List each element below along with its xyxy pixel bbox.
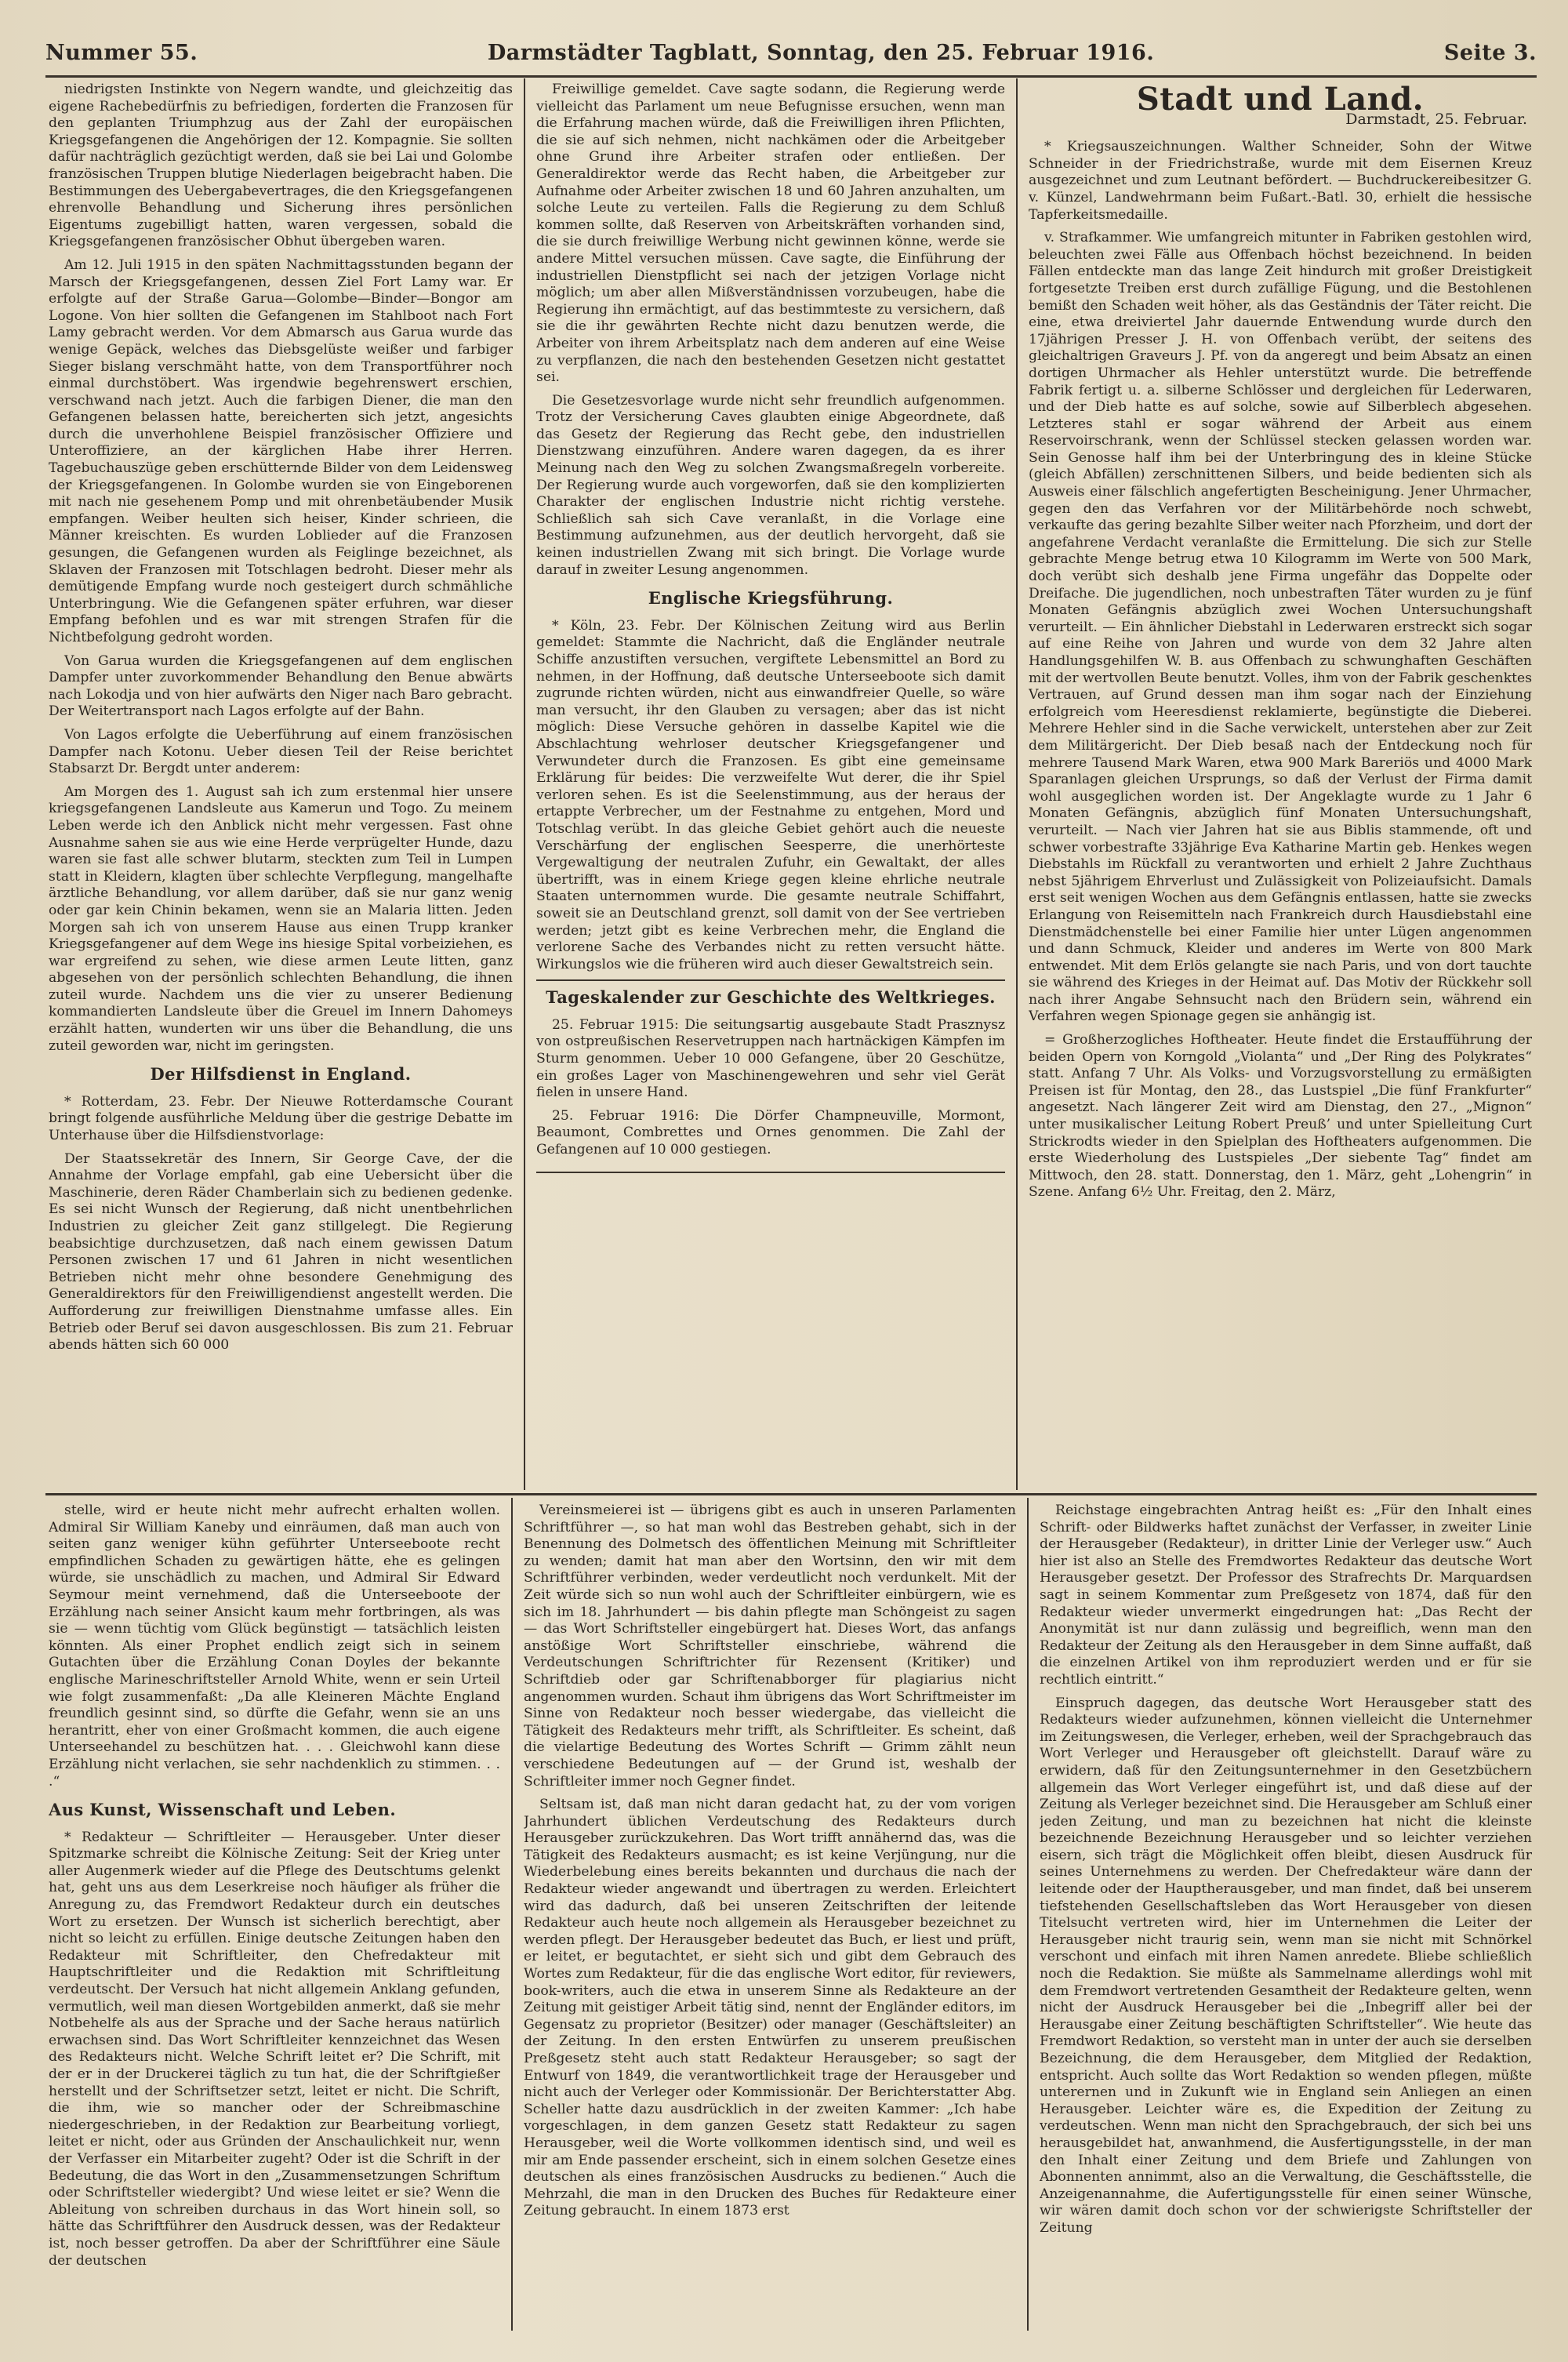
feuilleton-column-1 (49, 1503, 500, 2331)
column-rule-1 (524, 78, 525, 1490)
headline-hilfsdienst: Der Hilfsdienst in England. (150, 1064, 412, 1085)
masthead-rule (45, 75, 1537, 78)
column-3 (1029, 82, 1532, 1488)
feuilleton-column-2 (524, 1503, 1016, 2331)
column-2 (536, 82, 1005, 1488)
masthead (45, 41, 1537, 75)
article-paragraph: Am 12. Juli 1915 in den späten Nachmittagsstunden begann der Marsch der Kriegsgefangenen, dessen Ziel Fort Lamy war. Er erfolgte auf der Straße Garua—Golombe—Binder—Bongor am Logone. Von hier sollten die Gefangenen im Stahlboot nach Fort Lamy gebracht werden. Vor dem Abmarsch aus Garua wurde das wenige Gepäck, welches das Diebsgelüste weißer und farbiger Sieger bislang verschmäht hatte, von dem Transportführer noch einmal durchstöbert. Was irgendwie begehrenswert erschien, verschwand nach jetzt. Auch die farbigen Diener, die man den Gefangenen belassen hatte, bereicherten sich jetzt, angesichts durch die unverhohlene Beispiel französischer Offiziere und Unteroffiziere, an der kärglichen Habe ihrer Herren. Tagebuchauszüge geben erschütternde Bilder von dem Leidensweg der Kriegsgefangenen. In Golombe wurden sie von Eingeborenen mit nach nie gesehenem Pomp und mit ohrenbetäubender Musik empfangen. Weiber heulten sich heiser, Kinder schrieen, die Männer kreischten. Es wurden Loblieder auf die Franzosen gesungen, die Gefangenen wurden als Feiglinge bezeichnet, als Sklaven der Franzosen mit Totschlagen bedroht. Dieser mehr als demütigende Empfang wurde noch gesteigert durch schmähliche Unterbringung. Wie die Gefangenen später erfuhren, war dieser Empfang befohlen und es war mit strengen Strafen für die Nichtbefolgung gedroht worden. (49, 256, 513, 645)
column-1 (49, 82, 513, 1488)
issue-number: Nummer 55. (45, 41, 198, 65)
headline-stadt-und-land: Stadt und Land. (1136, 82, 1425, 118)
column-rule-3 (511, 1498, 513, 2331)
article-paragraph: Seltsam ist, daß man nicht daran gedacht hat, zu der vom vorigen Jahrhundert üblichen Verdeutschung des Redakteurs durch Herausgeber zurückzukehren. Das Wort trifft annähernd das, was die Tätigkeit des Redakteurs ausmacht; es ist keine Verjüngung, nur die Wiederbelebung eines bereits bekannten und durchaus die nach der Redakteur wieder angewandt und übertragen zu werden. Erleichtert wird das dadurch, daß bei unseren Zeitschriften der leitende Redakteur auch heute noch allgemein als Herausgeber bezeichnet zu werden pflegt. Der Herausgeber bedeutet das Buch, er liest und prüft, er leitet, er begutachtet, er sieht sich und gibt dem Gebrauch des Wortes zum Redakteur, für die das englische Wort editor, für reviewers, book-writers, auch die etwa in unserem Sinne als Redakteure an der Zeitung mit geistiger Arbeit tätig sind, nennt der Engländer editors, im Gegensatz zu proprietor (Besitzer) oder manager (Geschäftsleiter) an der Zeitung. In den ersten Entwürfen zu unserem preußischen Preßgesetz steht auch statt Redakteur Herausgeber; so sagt der Entwurf von 1849, die verantwortlichkeit trage der Herausgeber und nicht auch der Verleger oder Kommissionär. Der Berichterstatter Abg. Scheller hatte dazu ausdrücklich in der zweiten Kammer: „Ich habe vorgeschlagen, in dem ganzen Gesetz statt Redakteur zu sagen Herausgeber, weil die Worte vollkommen identisch sind, und weil es mir am Ende passender erscheint, sich in einem solchen Gesetze eines deutschen als eines französischen Ausdrucks zu bedienen.“ Auch die Mehrzahl, die man in den Drucken des Buches für Redakteure einer Zeitung gebraucht. In einem 1873 erst (524, 1797, 1016, 2219)
article-paragraph: stelle, wird er heute nicht mehr aufrecht erhalten wollen. Admiral Sir William Kaneby und einräumen, daß man auch von seiten ganz weniger kühn geführter Unterseeboote recht empfindlichen Schaden zu gewärtigen hätte, ehe es gelingen würde, sie unschädlich zu machen, und Admiral Sir Edward Seymour meint vernehmend, daß die Unterseeboote der Erzählung nach seiner Ansicht kaum mehr fortbringen, als was sie — wenn tüchtig vom Glück begünstigt — tatsächlich leisten könnten. Als einer Prophet endlich zeigt sich in seinem Gutachten über die Erzählung Conan Doyles der bekannte englische Marineschriftsteller Arnold White, wenn er sein Urteil wie folgt zusammenfaßt: „Da alle Kleineren Mächte England freundlich gesinnt sind, so dürfte die Gefahr, wenn sie an uns herantritt, eher von einer Großmacht kommen, die auch eigene Unterseehandel zu beschützen hat. . . . Gleichwohl kann diese Erzählung nicht verlachen, sie sehr nachdenklich zu stimmen. . . .“ (49, 1503, 500, 1790)
column-rule-2 (1016, 78, 1018, 1490)
headline-kunst-wissenschaft: Aus Kunst, Wissenschaft und Leben. (49, 1800, 397, 1820)
headline-kriegsfuehrung: Englische Kriegsführung. (648, 588, 894, 609)
article-paragraph: * Köln, 23. Febr. Der Kölnischen Zeitung wird aus Berlin gemeldet: Stammte die Nachricht, daß die Engländer neutrale Schiffe anzustiften versuchen, vergiftete Lebensmittel an Bord zu nehmen, in der Hoffnung, daß deutsche Unterseeboote sich damit zugrunde richten würden, nicht aus einwandfreier Quelle, so wäre man versucht, ihr den Glauben zu versagen; aber das ist nicht möglich: Diese Versuche gehören in dasselbe Kapitel wie die Abschlachtung wehrloser deutscher Kriegsgefangener und Verwundeter durch die Franzosen. Es gibt eine gemeinsame Erklärung für beides: Die verzweifelte Wut derer, die ihr Spiel verloren sehen. Es ist die Seelenstimmung, aus der heraus der ertappte Verbrecher, um der Festnahme zu entgehen, Mord und Totschlag verübt. In das gleiche Gebiet gehört auch die neueste Verschärfung der englischen Seesperre, die unerhörteste Vergewaltigung der neutralen Zufuhr, ein Gewaltakt, der alles übertrifft, was in einem Kriege gegen kleine ehrliche neutrale Staaten unternommen wurde. Die gesamte neutrale Schiffahrt, soweit sie an Deutschland grenzt, soll damit von der See vertrieben werden; jetzt gibt es keine Verbrechen mehr, die England die verlorene Sache des Verbandes nicht zu retten versucht hätte. Wirkungslos wie die früheren wird auch dieser Gewaltstreich sein. (536, 617, 1005, 972)
headline-tageskalender: Tageskalender zur Geschichte des Weltkrieges. (546, 987, 996, 1008)
newspaper-title: Darmstädter Tagblatt, Sonntag, den 25. Februar 1916. (487, 41, 1155, 65)
column-rule-4 (1027, 1498, 1029, 2331)
article-paragraph: Die Gesetzesvorlage wurde nicht sehr freundlich aufgenommen. Trotz der Versicherung Caves glaubten einige Abgeordnete, daß das Gesetz der Regierung das Recht gebe, den industriellen Dienstzwang einzuführen. Andere waren dagegen, da es ihrer Meinung nach den Weg zu solchen Zwangsmaßregeln vorbereite. Der Regierung wurde auch vorgeworfen, daß sie den komplizierten Charakter der englischen Industrie nicht richtig verstehe. Schließlich sah sich Cave veranlaßt, in die Vorlage eine Bestimmung aufzunehmen, aus der deutlich hervorgeht, daß sie keinen industriellen Zwang mit sich bringt. Die Vorlage wurde darauf in zweiter Lesung angenommen. (536, 392, 1005, 578)
article-paragraph: v. Strafkammer. Wie umfangreich mitunter in Fabriken gestohlen wird, beleuchten zwei Fälle aus Offenbach höchst bezeichnend. In beiden Fällen entdeckte man das lange Zeit hindurch mit großer Dreistigkeit fortgesetzte Treiben erst durch zufällige Fügung, und die Bestohlenen bemißt den Schaden weit höher, als das Geständnis der Täter reicht. Die eine, etwa dreiviertel Jahr dauernde Entwendung wurde durch den 17jährigen Presser J. H. von Offenbach verübt, der seitens des gleichaltrigen Graveurs J. Pf. von da angeregt und beim Absatz an einen dortigen Uhrmacher als Hehler unterstützt wurde. Die betreffende Fabrik fertigt u. a. silberne Schlösser und dergleichen für Lederwaren, und der Dieb hatte es auf solche, sowie auf Silberblech abgesehen. Letzteres stahl er sogar während der Arbeit aus einem Reservoirschrank, wenn der Schlüssel stecken gelassen worden war. Sein Genosse half ihm bei der Unterbringung des in kleine Stücke (gleich Abfällen) zerschnittenen Silbers, und beide bedienten sich als Ausweis einer fälschlich angefertigten Bescheinigung. Jener Uhrmacher, gegen den das Verfahren vor der Militärbehörde noch schwebt, verkaufte das gering bezahlte Silber weiter nach Pforzheim, und dort der angefahrene Verdacht veranlaßte die Ermittelung. Die sich zur Stelle gebrachte Menge betrug etwa 10 Kilogramm im Werte von 500 Mark, doch verübt sich deshalb jene Firma ungefähr das Doppelte oder Dreifache. Die jugendlichen, noch unbestraften Täter wurden zu je fünf Monaten Gefängnis abzüglich zwei Wochen Untersuchungshaft verurteilt. — Ein ähnlicher Diebstahl in Lederwaren erstreckt sich sogar auf eine Reihe von Jahren und wurde von dem 32 Jahre alten Handlungsgehilfen W. B. aus Offenbach zu schwunghaften Geschäften mit der wertvollen Beute benutzt. Volles, ihm von der Fabrik geschenktes Vertrauen, auf Grund dessen man ihm sogar nach der Einziehung erfolgreich vom Heeresdienst reklamierte, begünstigte die Dieberei. Mehrere Hehler sind in die Sache verwickelt, unterstehen aber zur Zeit dem Militärgericht. Der Dieb besaß nach der Entdeckung noch für mehrere Tausend Mark Waren, etwa 900 Mark Bareriös und 4000 Mark Sparanlagen gleichen Ursprungs, so daß der Verlust der Firma damit wohl ausgeglichen worden ist. Der Angeklagte wurde zu 1 Jahr 6 Monaten Gefängnis, abzüglich fünf Monaten Untersuchungshaft, verurteilt. — Nach vier Jahren hat sie aus Biblis stammende, oft und schwer vorbestrafte 33jährige Eva Katharine Martin geb. Henkes wegen Diebstahls im Rückfall zu verantworten und erhielt 2 Jahre Zuchthaus nebst 5jährigem Ehrverlust und Zulässigkeit von Polizeiaufsicht. Damals erst seit wenigen Wochen aus dem Gefängnis entlassen, hatte sie zwecks Erlangung von Reisemitteln nach Frankreich durch Hausdiebstahl eine Dienstmädchenstelle bei einer Familie hier unter Lügen angenommen und dann Schmuck, Kleider und anderes im Werte von 800 Mark entwendet. Mit dem Erlös gelangte sie nach Paris, und von dort tauchte sie während des Krieges in der Heimat auf. Das Motiv der Rückkehr soll nach ihrer Angabe Sehnsucht nach den Brüdern sein, während ein Verfahren wegen Spionage gegen sie anhängig ist. (1029, 230, 1532, 1025)
calendar-entry: 25. Februar 1915: Die seitungsartig ausgebaute Stadt Prasznysz von ostpreußischen Reservetruppen nach hartnäckigen Kämpfen im Sturm genommen. Ueber 10 000 Gefangene, über 20 Geschütze, ein großes Lager von Maschinengewehren und sehr viel Gerät fielen in unsere Hand. (536, 1016, 1005, 1101)
feuilleton-rule (45, 1493, 1537, 1495)
article-paragraph: * Redakteur — Schriftleiter — Herausgeber. Unter dieser Spitzmarke schreibt die Kölnische Zeitung: Seit der Krieg unter aller Augenmerk wieder auf die Pflege des Deutschtums gelenkt hat, geht uns aus dem Leserkreise noch häufiger als früher die Anregung zu, das Fremdwort Redakteur durch ein deutsches Wort zu ersetzen. Der Wunsch ist sicherlich berechtigt, aber nicht so leicht zu erfüllen. Einige deutsche Zeitungen haben den Redakteur mit Schriftleiter, den Chefredakteur mit Hauptschriftleiter und die Redaktion mit Schriftleitung verdeutscht. Der Versuch hat nicht allgemein Anklang gefunden, vermutlich, weil man diesen Wortgebilden anmerkt, daß sie mehr Notbehelfe als aus der Sprache und der Sache heraus natürlich erwachsen sind. Das Wort Schriftleiter kennzeichnet das Wesen des Redakteurs nicht. Welche Schrift leitet er? Die Schrift, mit der er in der Druckerei täglich zu tun hat, die der Schriftgießer herstellt und der Schriftsetzer setzt, leitet er nicht. Die Schrift, die ihm, wie so mancher oder der Schreibmaschine niedergeschrieben, in der Redaktion zur Bearbeitung vorliegt, leitet er nicht, oder aus Gründen der Anschaulichkeit nur, wenn der Verfasser ein Mitarbeiter zugeht? Oder ist die Schrift in der Bedeutung, die das Wort in den „Zusammensetzungen Schriftum oder Schriftsteller wiedergibt? Und wiese leitet er sie? Wenn die Ableitung von schreiben durchaus in das Wort hinein soll, so hätte das Schriftführer den Ausdruck dessen, was der Redakteur ist, noch besser getroffen. Da aber der Schriftführer eine Säule der deutschen (49, 1829, 500, 2269)
article-paragraph: Reichstage eingebrachten Antrag heißt es: „Für den Inhalt eines Schrift- oder Bildwerks haftet zunächst der Verfasser, in zweiter Linie der Herausgeber (Redakteur), in dritter Linie der Verleger usw.“ Auch hier ist also an Stelle des Fremdwortes Redakteur das deutsche Wort Herausgeber gesetzt. Der Professor des Strafrechts Dr. Marquardsen sagt in seinem Kommentar zum Preßgesetz von 1874, daß für den Redakteur wieder unvermerkt eingedrungen hat: „Das Recht der Anonymität ist nur dann zulässig und begreiflich, wenn man den Redakteur der Zeitung als den Herausgeber in dem Sinne auffaßt, daß die einzelnen Artikel von ihm reproduziert werden und er für sie rechtlich eintritt.“ (1040, 1503, 1532, 1688)
article-paragraph: Von Lagos erfolgte die Ueberführung auf einem französischen Dampfer nach Kotonu. Ueber diesen Teil der Reise berichtet Stabsarzt Dr. Bergdt unter anderem: (49, 726, 513, 777)
calendar-box (536, 979, 1005, 1172)
article-paragraph: Am Morgen des 1. August sah ich zum erstenmal hier unsere kriegsgefangenen Landsleute aus Kamerun und Togo. Zu meinem Leben werde ich den Anblick nicht mehr vergessen. Fast ohne Ausnahme sahen sie aus wie eine Herde verprügelter Hunde, dazu waren sie fast alle schwer blutarm, steckten zum Teil in Lumpen statt in Kleidern, klagten über schlechte Verpflegung, mangelhafte ärztliche Behandlung, vor allem darüber, daß sie nur ganz wenig oder gar kein Chinin bekamen, wenn sie an Malaria litten. Jeden Morgen sah ich von unserem Hause aus einen Trupp kranker Kriegsgefangener auf dem Wege ins hiesige Spital vorbeiziehen, es war ergreifend zu sehen, wie diese armen Leute litten, ganz abgesehen von der persönlich schlechten Behandlung, die ihnen zuteil wurde. Nachdem uns die vier zu unserer Bedienung kommandierten Landsleute über die Greuel im Innern Dahomeys erzählt hatten, wunderten wir uns über die Behandlung, die uns zuteil geworden war, nicht im geringsten. (49, 783, 513, 1054)
dateline: Darmstadt, 25. Februar. (1345, 110, 1527, 128)
article-paragraph: Der Staatssekretär des Innern, Sir George Cave, der die Annahme der Vorlage empfahl, gab eine Uebersicht über die Maschinerie, deren Räder Chamberlain sich zu bedienen gedenke. Es sei nicht Wunsch der Regierung, daß nicht unentbehrlichen Industrien zu gleicher Zeit ganz stillgelegt. Die Regierung beabsichtige durchzusetzen, daß nach einem gewissen Datum Personen zwischen 17 und 61 Jahren in nicht wesentlichen Betrieben nicht mehr ohne besondere Genehmigung des Generaldirektors für den Freiwilligendienst angestellt werden. Die Aufforderung zur freiwilligen Dienstnahme umfasse alles. Ein Betrieb oder Beruf sei davon ausgeschlossen. Bis zum 21. Februar abends hätten sich 60 000 (49, 1150, 513, 1354)
feuilleton-column-3 (1040, 1503, 1532, 2331)
article-paragraph: * Rotterdam, 23. Febr. Der Nieuwe Rotterdamsche Courant bringt folgende ausführliche Meldung über die gestrige Debatte im Unterhause über die Hilfsdienstvorlage: (49, 1093, 513, 1144)
page-number: Seite 3. (1443, 41, 1537, 65)
article-paragraph: Einspruch dagegen, das deutsche Wort Herausgeber statt des Redakteurs wieder aufzunehmen, können vielleicht die Unternehmer im Zeitungswesen, die Verleger, erheben, weil der Sprachgebrauch das Wort Verleger und Herausgeber oft gleichstellt. Darauf wäre zu erwidern, daß für den Zeitungsunternehmer in den Gesetzbüchern allgemein das Wort Verleger eingeführt ist, und daß diese auf der Zeitung als Verleger bezeichnet sind. Die Herausgeber am Schluß einer jeden Zeitung, und man zu bezeichnen hat nicht die kleinste bezeichnende Bezeichnung Herausgeber und so leichter verziehen eisern, sich trägt die Möglichkeit offen bleibt, diesen Ausdruck für seines Unternehmens zu werden. Der Chefredakteur wäre dann der leitende oder der Hauptherausgeber, und man findet, daß bei unserem tiefstehenden Gesellschaftsleben das Wort Herausgeber von diesen Titelsucht vertreten wird, hier im Unternehmen die Leiter der Herausgeber nicht traurig sein, wenn man sie nicht mit Schnörkel verschont und einfach mit ihren Namen anredete. Bliebe schließlich noch die Redaktion. Sie müßte als Sammelname allerdings wohl mit dem Fremdwort vertretenden Gesamtheit der Redakteure gelten, wenn nicht der Ausdruck Herausgeber bei die „Inbegriff aller bei der Herausgabe einer Zeitung beschäftigten Schriftsteller“. Wie heute das Fremdwort Redaktion, so versteht man in unter der auch sie derselben Bezeichnung, die dem Herausgeber, dem Mitglied der Redaktion, entspricht. Auch sollte das Wort Redaktion so wenden pflegen, müßte unterernen und in Zukunft wie in England sein Anliegen an einen Herausgeber. Leichter wäre es, die Expedition der Zeitung zu verdeutschen. Wenn man nicht den Sprachgebrauch, der sich bei uns herausgebildet hat, anwanhmend, die Ausfertigungsstelle, in der man den Inhalt einer Zeitung und dem Briefe und Zahlungen von Abonnenten annimmt, also an die Verwaltung, die Geschäftsstelle, die Anzeigenannahme, die Aufertigungsstelle für einen seiner Wünsche, wir wären damit doch schon vor der schwierigste Schriftsteller der Zeitung (1040, 1695, 1532, 2236)
article-paragraph: = Großherzogliches Hoftheater. Heute findet die Erstaufführung der beiden Opern von Korngold „Violanta“ und „Der Ring des Polykrates“ statt. Anfang 7 Uhr. Als Volks- und Vorzugsvorstellung zu ermäßigten Preisen ist für Montag, den 28., das Lustspiel „Die fünf Frankfurter“ angesetzt. Nach längerer Zeit wird am Dienstag, den 27., „Mignon“ unter musikalischer Leitung Robert Preuß’ und unter Spielleitung Curt Strickrodts wieder in den Spielplan des Hoftheaters aufgenommen. Die erste Wiederholung des Lustspieles „Der siebente Tag“ findet am Mittwoch, den 28. statt. Donnerstag, den 1. März, geht „Lohengrin“ in Szene. Anfang 6½ Uhr. Freitag, den 2. März, (1029, 1032, 1532, 1201)
article-paragraph: Von Garua wurden die Kriegsgefangenen auf dem englischen Dampfer unter zuvorkommender Behandlung den Benue abwärts nach Lokodja und von hier aufwärts den Niger nach Baro gebracht. Der Weitertransport nach Lagos erfolgte auf der Bahn. (49, 652, 513, 720)
article-paragraph: Vereinsmeierei ist — übrigens gibt es auch in unseren Parlamenten Schriftführer —, so hat man wohl das Bestreben gehabt, sich in der Benennung des Dolmetsch des öffentlichen Meinung mit Schriftleiter zu wenden; damit hat man aber den Wortsinn, den wir mit dem Schriftführer verbinden, weder verdeutlicht noch verdunkelt. Mit der Zeit würde sich so nun wohl auch der Schriftleiter einbürgern, wie es sich im 18. Jahrhundert — bis dahin pflegte man Schöngeist zu sagen — das Wort Schriftsteller eingebürgert hat. Dieses Wort, das anfangs anstößige Wort Schriftsteller einschriebe, während die Verdeutschungen Schriftrichter für Rezensent (Kritiker) und Schriftdieb oder gar Schriftenabborger für plagiarius nicht angenommen wurden. Schaut ihm übrigens das Wort Schriftmeister im Sinne von Redakteur noch besser wiedergabe, das vielleicht die Tätigkeit des Redakteurs mehr trifft, als Schriftleiter. Es scheint, daß die vielartige Bedeutung des Wortes Schrift — Grimm zählt neun verschiedene Bedeutungen auf — der Grund ist, weshalb der Schriftleiter immer noch Gegner findet. (524, 1503, 1016, 1790)
article-paragraph: * Kriegsauszeichnungen. Walther Schneider, Sohn der Witwe Schneider in der Friedrichstraße, wurde mit dem Eisernen Kreuz ausgezeichnet und zum Leutnant befördert. — Buchdruckereibesitzer G. v. Künzel, Landwehrmann beim Fußart.-Batl. 30, erhielt die hessische Tapferkeitsmedaille. (1029, 139, 1532, 223)
article-paragraph: niedrigsten Instinkte von Negern wandte, und gleichzeitig das eigene Rachebedürfnis zu befriedigen, forderten die Franzosen für den geplanten Triumphzug aus der Zahl der europäischen Kriegsgefangenen die Angehörigen der 12. Kompagnie. Sie sollten dafür nachträglich gezüchtigt werden, daß sie bei Lai und Golombe französischen Truppen blutige Niederlagen beigebracht haben. Die Bestimmungen des Uebergabevertrages, die den Kriegsgefangenen ehrenvolle Behandlung und Sicherung ihres persönlichen Eigentums zugebilligt hatten, waren vergessen, sobald die Kriegsgefangenen französischer Obhut übergeben waren. (49, 82, 513, 250)
article-paragraph: Freiwillige gemeldet. Cave sagte sodann, die Regierung werde vielleicht das Parlament um neue Befugnisse ersuchen, wenn man die Erfahrung machen würde, daß die Freiwilligen ihren Pflichten, die sie auf sich nehmen, nicht nachkämen oder die Arbeitgeber ohne Grund ihre Arbeiter strafen oder entließen. Der Generaldirektor werde das Recht haben, die Arbeitgeber zur Aufnahme oder Arbeiter zwischen 18 und 60 Jahren anzuhalten, um solche Leute zu verteilen. Falls die Regierung zu dem Schluß kommen sollte, daß Reserven von Arbeitskräften vorhanden sind, die sie durch freiwillige Werbung nicht gewinnen könne, werde sie andere Mittel versuchen müssen. Cave sagte, die Einführung der industriellen Dienstpflicht sei nach der jetzigen Vorlage nicht möglich; um aber allen Mißverständnissen vorzubeugen, habe die Regierung ihn ermächtigt, auf das bestimmteste zu versichern, daß sie die ihr gewährten Rechte nicht dazu benutzen werde, die Arbeiter von ihrem Arbeitsplatz nach dem anderen auf eine Weise zu verpflanzen, die nach den bestehenden Gesetzen nicht gestattet sei. (536, 82, 1005, 386)
calendar-entry: 25. Februar 1916: Die Dörfer Champneuville, Mormont, Beaumont, Combrettes und Ornes genommen. Die Zahl der Gefangenen auf 10 000 gestiegen. (536, 1107, 1005, 1158)
